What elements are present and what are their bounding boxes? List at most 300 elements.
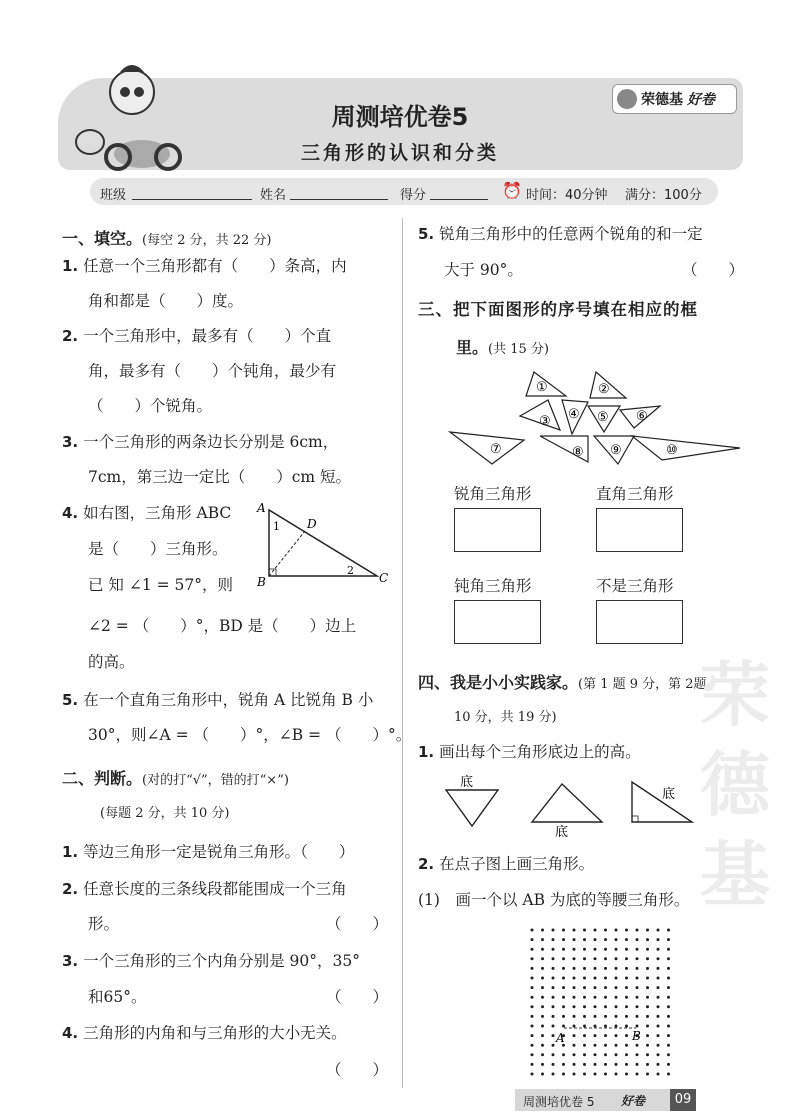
grid-dot — [583, 996, 586, 999]
section-4-note2: 10 分，共 19 分) — [454, 710, 557, 725]
section-1-note: (每空 2 分，共 22 分) — [142, 233, 272, 248]
class-field[interactable] — [132, 199, 252, 200]
grid-dot — [615, 1005, 618, 1008]
grid-dot — [594, 977, 597, 980]
footer-brand: 好卷 — [621, 1094, 646, 1108]
grid-dot — [594, 1063, 597, 1066]
grid-dot — [562, 1025, 565, 1028]
draw-heights-figure — [440, 774, 700, 840]
q1-1-line2: 角和都是（ ）度。 — [88, 292, 244, 310]
grid-dot — [541, 996, 544, 999]
grid-dot — [552, 986, 555, 989]
grid-dot — [594, 1015, 597, 1018]
grid-dot — [657, 1005, 660, 1008]
grid-dot — [531, 1005, 534, 1008]
grid-dot — [625, 1015, 628, 1018]
grid-dot — [583, 1005, 586, 1008]
score-field[interactable] — [430, 199, 488, 200]
grid-dot — [667, 1073, 670, 1076]
grid-dot — [552, 929, 555, 932]
grid-dot — [541, 938, 544, 941]
grid-dot — [667, 1063, 670, 1066]
grid-dot — [583, 977, 586, 980]
grid-dot — [615, 1063, 618, 1066]
grid-dot — [636, 929, 639, 932]
grid-dot — [636, 1063, 639, 1066]
grid-dot — [573, 977, 576, 980]
grid-dot — [531, 996, 534, 999]
page-subtitle: 三角形的认识和分类 — [300, 142, 499, 164]
grid-dot — [667, 1005, 670, 1008]
shape-3-label: ③ — [539, 414, 551, 429]
section-3-note: (共 15 分) — [488, 342, 549, 357]
brand-logo — [612, 84, 737, 114]
base-label-2: 底 — [555, 825, 569, 840]
grid-dot — [636, 986, 639, 989]
grid-dot — [552, 1005, 555, 1008]
grid-dot — [594, 1044, 597, 1047]
grid-dot — [552, 1034, 555, 1037]
label-c: C — [379, 571, 389, 585]
grid-dot — [562, 996, 565, 999]
grid-dot — [646, 1063, 649, 1066]
grid-dot — [552, 1063, 555, 1066]
grid-dot — [646, 938, 649, 941]
grid-dot — [646, 957, 649, 960]
grid-dot — [657, 957, 660, 960]
section-2-note: (对的打“√”，错的打“×”) — [142, 773, 289, 788]
grid-dot — [625, 1034, 628, 1037]
grid-dot — [657, 1073, 660, 1076]
grid-dot — [667, 1015, 670, 1018]
q4-2: 2. 在点子图上画三角形。 — [418, 855, 595, 873]
grid-dot — [552, 996, 555, 999]
grid-dot — [531, 1015, 534, 1018]
grid-dot — [573, 1063, 576, 1066]
grid-dot — [573, 1025, 576, 1028]
page-title: 周测培优卷5 — [331, 103, 469, 131]
grid-dot — [573, 1053, 576, 1056]
grid-dot — [604, 1063, 607, 1066]
grid-dot — [636, 957, 639, 960]
grid-dot — [531, 948, 534, 951]
page-number: 09 — [670, 1089, 696, 1111]
grid-dot — [615, 1044, 618, 1047]
grid-dot — [541, 957, 544, 960]
grid-dot — [604, 938, 607, 941]
info-bar — [90, 178, 718, 205]
shape-10 — [632, 436, 740, 460]
grid-dot — [541, 929, 544, 932]
grid-dot — [531, 1053, 534, 1056]
grid-dot — [594, 948, 597, 951]
grid-dot — [531, 957, 534, 960]
base-label-1: 底 — [460, 775, 474, 790]
grid-dot — [625, 929, 628, 932]
grid-dot — [583, 1073, 586, 1076]
shape-2-label: ② — [598, 382, 610, 397]
grid-dot — [646, 986, 649, 989]
grid-dot — [604, 977, 607, 980]
grid-dot — [583, 1063, 586, 1066]
q2-1: 1. 等边三角形一定是锐角三角形。（ ） — [62, 843, 355, 861]
section-4-title: 四、我是小小实践家。(第 1 题 9 分，第 2题 — [418, 673, 707, 692]
grid-dot — [531, 1025, 534, 1028]
grid-dot — [541, 1063, 544, 1066]
grid-dot — [573, 996, 576, 999]
grid-dot — [615, 938, 618, 941]
grid-dot — [531, 967, 534, 970]
grid-dot — [541, 1034, 544, 1037]
grid-dot — [562, 948, 565, 951]
q1-4-line4: ∠2 = （ ）°，BD 是（ ）边上 — [88, 617, 357, 635]
grid-dot — [667, 1025, 670, 1028]
grid-dot — [604, 1044, 607, 1047]
grid-dot — [615, 977, 618, 980]
grid-dot — [604, 1034, 607, 1037]
grid-dot — [625, 938, 628, 941]
q1-4: 4. 如右图，三角形 ABC — [62, 504, 232, 522]
grid-dot — [594, 1073, 597, 1076]
q1-5: 5. 在一个直角三角形中，锐角 A 比锐角 B 小 — [62, 691, 374, 709]
grid-dot — [583, 1044, 586, 1047]
triangle-abc-figure — [255, 500, 390, 588]
grid-dot — [604, 1053, 607, 1056]
grid-dot — [594, 967, 597, 970]
grid-dot — [625, 996, 628, 999]
grid-dot — [594, 996, 597, 999]
grid-dot — [604, 929, 607, 932]
grid-dot — [604, 986, 607, 989]
grid-dot — [615, 1073, 618, 1076]
grid-dot — [615, 967, 618, 970]
grid-dot — [531, 977, 534, 980]
grid-dot — [657, 948, 660, 951]
grid-dot — [625, 1073, 628, 1076]
grid-dot — [625, 1025, 628, 1028]
watermark: 荣德基 — [700, 654, 770, 916]
clock-icon: ⏰ — [502, 181, 522, 200]
grid-dot — [562, 1063, 565, 1066]
q1-2: 2. 一个三角形中，最多有（ ）个直 — [62, 327, 332, 345]
grid-dot — [531, 1073, 534, 1076]
grid-dot — [615, 1025, 618, 1028]
grid-dot — [583, 986, 586, 989]
q2-5-line2: 大于 90°。 — [444, 261, 523, 279]
grid-dot — [615, 929, 618, 932]
grid-dot — [594, 938, 597, 941]
grid-dot — [583, 1034, 586, 1037]
grid-dot — [562, 1005, 565, 1008]
grid-dot — [667, 948, 670, 951]
grid-dot — [646, 1025, 649, 1028]
grid-dot — [615, 996, 618, 999]
q2-4: 4. 三角形的内角和与三角形的大小无关。 — [62, 1024, 347, 1042]
grid-dot — [615, 1034, 618, 1037]
grid-dot — [636, 1044, 639, 1047]
label-b: B — [257, 575, 266, 588]
brand-face-icon — [617, 89, 637, 109]
score-label: 得分 — [400, 188, 427, 203]
grid-dot — [573, 986, 576, 989]
grid-dot — [615, 948, 618, 951]
grid-dot — [562, 986, 565, 989]
grid-dot — [573, 948, 576, 951]
grid-dot — [573, 938, 576, 941]
grid-dot — [657, 977, 660, 980]
grid-dot — [573, 1073, 576, 1076]
grid-dot — [615, 957, 618, 960]
grid-dot — [646, 967, 649, 970]
grid-dot — [615, 986, 618, 989]
section-1-title: 一、填空。(每空 2 分，共 22 分) — [62, 229, 272, 248]
q2-3-line2: 和65°。 — [88, 988, 147, 1006]
grid-dot — [541, 1053, 544, 1056]
grid-dot — [615, 1053, 618, 1056]
grid-dot — [541, 1073, 544, 1076]
grid-dot — [646, 1073, 649, 1076]
grid-dot — [531, 1044, 534, 1047]
grid-dot — [594, 1034, 597, 1037]
point-b-label: B — [632, 1029, 641, 1043]
q2-5: 5. 锐角三角形中的任意两个锐角的和一定 — [418, 225, 703, 243]
grid-dot — [552, 1015, 555, 1018]
grid-dot — [657, 1053, 660, 1056]
not-triangle-label: 不是三角形 — [596, 577, 674, 595]
grid-dot — [583, 938, 586, 941]
grid-dot — [541, 1044, 544, 1047]
grid-dot — [625, 986, 628, 989]
time-limit: 时间：40分钟 — [526, 188, 608, 203]
grid-dot — [562, 967, 565, 970]
q1-3-line2: 7cm，第三边一定比（ ）cm 短。 — [88, 468, 352, 486]
q2-2: 2. 任意长度的三条线段都能围成一个三角 — [62, 880, 347, 898]
grid-dot — [667, 996, 670, 999]
grid-dot — [583, 948, 586, 951]
grid-dot — [562, 1073, 565, 1076]
grid-dot — [552, 1073, 555, 1076]
right-label: 直角三角形 — [596, 485, 674, 503]
grid-dot — [625, 1063, 628, 1066]
section-4-note: (第 1 题 9 分，第 2题 — [578, 677, 707, 692]
grid-dot — [625, 967, 628, 970]
name-field[interactable] — [290, 199, 388, 200]
grid-dot — [636, 1053, 639, 1056]
point-a-label: A — [556, 1031, 565, 1045]
grid-dot — [667, 957, 670, 960]
section-3-title-line2: 里。(共 15 分) — [456, 338, 549, 357]
q1-1: 1. 任意一个三角形都有（ ）条高，内 — [62, 257, 347, 275]
grid-dot — [657, 967, 660, 970]
grid-dot — [541, 967, 544, 970]
grid-dot — [541, 948, 544, 951]
grid-dot — [594, 957, 597, 960]
grid-dot — [573, 1005, 576, 1008]
grid-dot — [646, 929, 649, 932]
brand-name: 荣德基 — [641, 92, 683, 108]
obtuse-answer-box[interactable] — [454, 600, 541, 644]
right-answer-box[interactable] — [596, 508, 683, 552]
not-triangle-answer-box[interactable] — [596, 600, 683, 644]
grid-dot — [541, 977, 544, 980]
shape-7 — [450, 432, 524, 464]
grid-dot — [636, 1005, 639, 1008]
grid-dot — [552, 948, 555, 951]
grid-dot — [657, 1015, 660, 1018]
grid-dot — [562, 977, 565, 980]
shape-5-label: ⑤ — [597, 410, 609, 425]
grid-dot — [594, 929, 597, 932]
label-d: D — [307, 517, 317, 531]
column-divider — [402, 218, 403, 1088]
grid-dot — [583, 1025, 586, 1028]
section-3-title: 三、把下面图形的序号填在相应的框 — [418, 300, 698, 319]
grid-dot — [646, 1044, 649, 1047]
q1-2-line3: （ ）个锐角。 — [88, 397, 213, 415]
grid-dot — [625, 1053, 628, 1056]
grid-dot — [636, 1073, 639, 1076]
grid-dot — [531, 986, 534, 989]
grid-dot — [657, 938, 660, 941]
grid-dot — [625, 948, 628, 951]
q1-5-line2: 30°，则∠A = （ ）°，∠B = （ ）°。 — [88, 726, 412, 744]
grid-dot — [531, 1063, 534, 1066]
obtuse-label: 钝角三角形 — [454, 577, 532, 595]
footer-label: 周测培优卷 5 — [523, 1095, 595, 1109]
grid-dot — [552, 938, 555, 941]
shape-7-label: ⑦ — [490, 442, 502, 457]
q4-1: 1. 画出每个三角形底边上的高。 — [418, 743, 641, 761]
grid-dot — [636, 1015, 639, 1018]
angle-1-label: 1 — [273, 520, 280, 533]
footer-bar — [515, 1089, 693, 1111]
grid-dot — [667, 986, 670, 989]
grid-dot — [667, 977, 670, 980]
grid-dot — [646, 1034, 649, 1037]
acute-answer-box[interactable] — [454, 508, 541, 552]
section-2-title: 二、判断。(对的打“√”，错的打“×”) — [62, 769, 289, 788]
grid-dot — [541, 986, 544, 989]
grid-dot — [562, 957, 565, 960]
grid-dot — [562, 1015, 565, 1018]
shape-9-label: ⑨ — [610, 443, 622, 458]
grid-dot — [636, 977, 639, 980]
base-label-3: 底 — [662, 787, 676, 802]
class-label: 班级 — [100, 188, 127, 203]
acute-label: 锐角三角形 — [454, 485, 532, 503]
grid-dot — [604, 1073, 607, 1076]
grid-dot — [604, 996, 607, 999]
q1-4-line2: 是（ ）三角形。 — [88, 540, 228, 558]
grid-dot — [573, 957, 576, 960]
grid-dot — [636, 1025, 639, 1028]
grid-dot — [552, 967, 555, 970]
section-2-note2: (每题 2 分，共 10 分) — [100, 806, 230, 821]
grid-dot — [604, 957, 607, 960]
grid-dot — [562, 938, 565, 941]
grid-dot — [625, 1005, 628, 1008]
dot-grid[interactable] — [526, 924, 676, 1084]
grid-dot — [667, 1044, 670, 1047]
grid-dot — [573, 929, 576, 932]
grid-dot — [646, 977, 649, 980]
grid-dot — [583, 1015, 586, 1018]
shape-4-label: ④ — [568, 407, 580, 422]
grid-dot — [594, 986, 597, 989]
grid-dot — [531, 929, 534, 932]
grid-dot — [667, 1053, 670, 1056]
grid-dot — [657, 929, 660, 932]
grid-dot — [646, 1005, 649, 1008]
grid-dot — [573, 1044, 576, 1047]
grid-dot — [646, 996, 649, 999]
grid-dot — [552, 1053, 555, 1056]
grid-dot — [615, 1015, 618, 1018]
grid-dot — [562, 1053, 565, 1056]
grid-dot — [583, 957, 586, 960]
grid-dot — [594, 1025, 597, 1028]
grid-dot — [636, 996, 639, 999]
grid-dot — [604, 1015, 607, 1018]
grid-dot — [667, 1034, 670, 1037]
grid-dot — [657, 986, 660, 989]
grid-dot — [583, 967, 586, 970]
q2-5-paren[interactable]: （ ） — [682, 261, 745, 279]
grid-dot — [573, 1015, 576, 1018]
q1-3: 3. 一个三角形的两条边长分别是 6cm， — [62, 433, 339, 451]
grid-dot — [562, 929, 565, 932]
grid-dot — [667, 938, 670, 941]
shape-10-label: ⑩ — [666, 443, 678, 458]
label-a: A — [257, 501, 266, 515]
triangles-figure — [448, 370, 743, 468]
grid-dot — [657, 1063, 660, 1066]
grid-dot — [541, 1015, 544, 1018]
grid-dot — [657, 1044, 660, 1047]
grid-dot — [646, 948, 649, 951]
grid-dot — [636, 948, 639, 951]
grid-dot — [573, 1034, 576, 1037]
grid-dot — [657, 996, 660, 999]
q2-4-paren[interactable]: （ ） — [326, 1061, 389, 1079]
grid-dot — [594, 1005, 597, 1008]
grid-dot — [625, 1044, 628, 1047]
grid-dot — [541, 1005, 544, 1008]
grid-dot — [625, 977, 628, 980]
grid-dot — [657, 1034, 660, 1037]
name-label: 姓名 — [260, 188, 287, 203]
grid-dot — [604, 1025, 607, 1028]
shape-6-label: ⑥ — [636, 409, 648, 424]
grid-dot — [552, 1044, 555, 1047]
angle-2-label: 2 — [347, 564, 354, 577]
grid-dot — [604, 1005, 607, 1008]
grid-dot — [625, 957, 628, 960]
grid-dot — [573, 967, 576, 970]
grid-dot — [541, 1025, 544, 1028]
q2-2-paren[interactable]: （ ） — [326, 915, 389, 933]
q1-2-line2: 角，最多有（ ）个钝角，最少有 — [88, 362, 337, 380]
grid-dot — [657, 1025, 660, 1028]
brand-sub: 好卷 — [687, 92, 715, 108]
grid-dot — [552, 957, 555, 960]
q2-3-paren[interactable]: （ ） — [326, 988, 389, 1006]
q4-2-1: (1) 画一个以 AB 为底的等腰三角形。 — [418, 891, 690, 909]
grid-dot — [583, 929, 586, 932]
grid-dot — [646, 1053, 649, 1056]
shape-1-label: ① — [536, 380, 548, 395]
grid-dot — [552, 977, 555, 980]
